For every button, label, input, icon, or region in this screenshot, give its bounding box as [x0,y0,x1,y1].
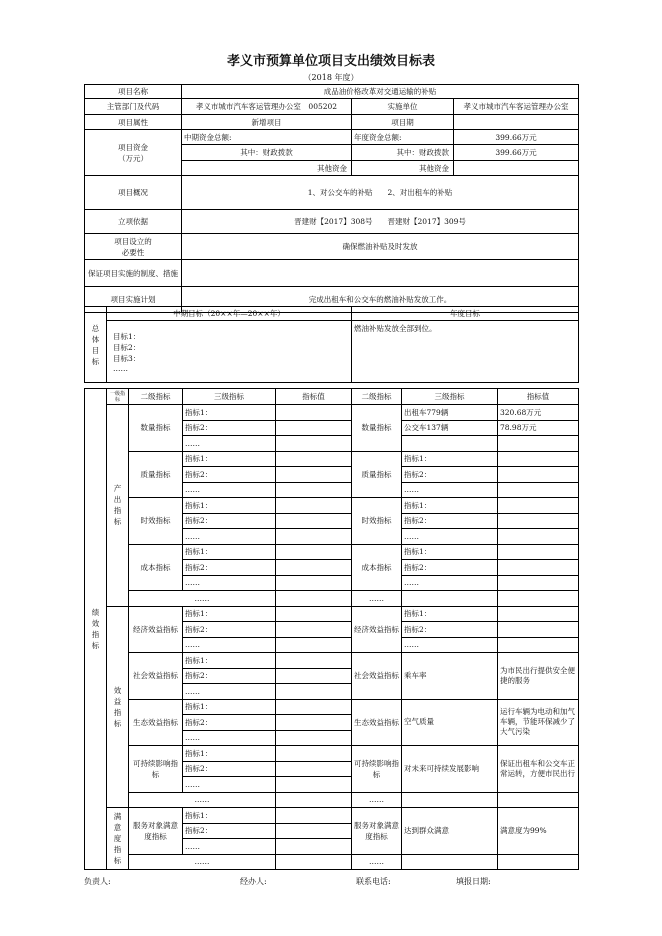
l3-indicator: 指标1： [183,746,276,762]
l3-indicator: 指标2： [183,715,276,731]
l3-indicator: 指标2： [183,761,276,777]
indicator-value-right [498,544,579,560]
l3-indicator-right: 指标2： [402,467,498,483]
table-row [85,591,579,607]
indicator-value-right: 为市民出行提供安全便捷的服务 [498,653,579,700]
l2-indicator: 时效指标 [129,498,183,545]
indicator-value [276,436,352,452]
l2-ellipsis-right: …… [352,854,402,870]
indicator-value-right: 78.98万元 [498,420,579,436]
header-l3: 三级指标 [183,389,276,405]
indicator-value [276,498,352,514]
indicator-value [276,761,352,777]
indicator-value [276,730,352,746]
table-row [85,854,579,870]
l3-indicator-right [402,792,498,808]
l3-indicator-right: 乘车率 [402,653,498,700]
overview-label: 项目概况 [85,176,182,210]
indicator-value-right: 保证出租车和公交车正常运转，方便市民出行 [498,746,579,793]
indicator-value [276,808,352,824]
indicator-value [276,715,352,731]
footer-handler: 经办人: [240,877,267,886]
perf-side-label: 绩效指标 [85,389,107,870]
l3-indicator: 指标1： [183,808,276,824]
goals-table [84,306,579,383]
l3-indicator: 指标1： [183,451,276,467]
plan-value: 完成出租车和公交车的燃油补贴发放工作。 [182,287,579,313]
indicator-value [276,513,352,529]
l3-indicator-right: …… [402,637,498,653]
indicator-value [276,637,352,653]
basis-label: 立项依据 [85,210,182,234]
indicator-value [276,699,352,715]
table-row [85,746,579,762]
indicator-value [276,684,352,700]
l3-indicator: 指标1： [183,606,276,622]
indicator-value-right: 运行车辆为电动和加气车辆，节能环保减少了大气污染 [498,699,579,746]
mid-goal-body [107,321,352,383]
l3-indicator-right: 对未来可持续发展影响 [402,746,498,793]
indicator-value-right [498,792,579,808]
guarantee-value [182,260,579,287]
l3-indicator: 指标2： [183,823,276,839]
l3-indicator: …… [183,436,276,452]
l2-indicator: 数量指标 [129,405,183,452]
impl-label: 实施单位 [352,99,454,115]
basis-value: 晋建财【2017】308号 晋建财【2017】309号 [182,210,579,234]
project-name: 成品油价格改革对交通运输的补贴 [182,85,579,99]
l2-ellipsis: …… [129,591,276,607]
l2-indicator: 生态效益指标 [129,699,183,746]
funds-label: 项目资金（万元） [85,130,182,176]
l3-indicator-right: 指标1： [402,498,498,514]
year-other-value [454,161,579,176]
indicator-value [276,575,352,591]
header-l1: 一级指标 [107,389,129,405]
l3-indicator-right [402,854,498,870]
table-row [85,544,579,560]
l2-indicator-right: 服务对象满意度指标 [352,808,402,855]
indicator-value [276,854,352,870]
mid-total-label: 中期资金总额: [182,130,352,145]
header-l3b: 三级指标 [402,389,498,405]
year-total-label: 年度资金总额: [352,130,454,145]
l1-indicator: 产出指标 [107,405,129,607]
dept-label: 主管部门及代码 [85,99,182,115]
l3-indicator: 指标2： [183,622,276,638]
l3-indicator-right: …… [402,482,498,498]
guarantee-label: 保证项目实施的制度、措施 [85,260,182,287]
l3-indicator: 指标1： [183,699,276,715]
indicator-value-right [498,482,579,498]
l3-indicator-right: …… [402,575,498,591]
l3-indicator: 指标2： [183,668,276,684]
indicator-value-right [498,637,579,653]
indicator-value-right [498,606,579,622]
l1-indicator: 满意度指标 [107,808,129,870]
indicator-value-right: 满意度为99% [498,808,579,855]
period-value [454,115,579,130]
mid-goal-line: 目标2： [113,342,141,352]
mid-other-label: 其他资金 [182,161,352,176]
l3-indicator-right [402,436,498,452]
l3-indicator-right: 指标1： [402,451,498,467]
l3-indicator-right: 公交车137辆 [402,420,498,436]
mid-goal-line: 目标1： [113,331,141,341]
l2-indicator-right: 成本指标 [352,544,402,591]
l3-indicator-right: 空气质量 [402,699,498,746]
l3-indicator: …… [183,839,276,855]
page-title: 孝义市预算单位项目支出绩效目标表 [226,54,435,69]
l3-indicator-right: 出租车779辆 [402,405,498,421]
indicator-value [276,792,352,808]
l3-indicator: 指标1： [183,405,276,421]
l3-indicator: …… [183,730,276,746]
l2-indicator: 可持续影响指标 [129,746,183,793]
l2-indicator: 质量指标 [129,451,183,498]
overview-value: 1、对公交车的补贴 2、对出租车的补贴 [182,176,579,210]
necessity-label: 项目设立的必要性 [85,234,182,260]
header-l2b: 二级指标 [352,389,402,405]
indicator-value-right [498,560,579,576]
indicator-value-right [498,854,579,870]
table-row [85,653,579,669]
l3-indicator: …… [183,529,276,545]
footer-principal: 负责人: [84,877,111,886]
l3-indicator-right: 达到群众满意 [402,808,498,855]
l2-indicator: 服务对象满意度指标 [129,808,183,855]
l3-indicator: 指标2： [183,560,276,576]
dept-value: 孝义市城市汽车客运管理办公室 005202 [182,99,352,115]
indicator-value [276,482,352,498]
report-year: （2018 年度） [303,73,359,82]
l2-indicator: 经济效益指标 [129,606,183,653]
l2-indicator-right: 时效指标 [352,498,402,545]
l3-indicator: 指标2： [183,420,276,436]
indicator-value [276,839,352,855]
year-fiscal-label: 其中：财政拨款 [352,145,454,161]
goals-side-label: 总体目标 [85,307,107,383]
l2-indicator-right: 社会效益指标 [352,653,402,700]
indicator-value [276,606,352,622]
l3-indicator: …… [183,575,276,591]
impl-value: 孝义市城市汽车客运管理办公室 [454,99,579,115]
indicator-value-right [498,513,579,529]
l3-indicator: 指标2： [183,467,276,483]
year-total-value: 399.66万元 [454,130,579,145]
indicator-value [276,777,352,793]
indicator-value [276,823,352,839]
plan-label: 项目实施计划 [85,287,182,313]
l2-ellipsis-right: …… [352,792,402,808]
l3-indicator: …… [183,637,276,653]
indicator-value-right [498,529,579,545]
l2-indicator: 成本指标 [129,544,183,591]
table-row [85,451,579,467]
year-goal-header: 年度目标 [352,307,579,321]
l1-indicator: 效益指标 [107,606,129,808]
indicator-value [276,467,352,483]
attr-label: 项目属性 [85,115,182,130]
l3-indicator-right: 指标1： [402,606,498,622]
l2-indicator: 社会效益指标 [129,653,183,700]
year-other-label: 其他资金 [352,161,454,176]
l2-ellipsis: …… [129,854,276,870]
necessity-value: 确保燃油补贴及时发放 [182,234,579,260]
table-row [85,498,579,514]
year-fiscal-value: 399.66万元 [454,145,579,161]
indicator-value [276,420,352,436]
indicator-value [276,560,352,576]
indicator-value [276,591,352,607]
info-table [84,84,579,313]
l3-indicator: …… [183,684,276,700]
indicator-value-right [498,575,579,591]
indicator-value [276,653,352,669]
l2-indicator-right: 生态效益指标 [352,699,402,746]
l3-indicator: 指标1： [183,544,276,560]
l3-indicator: 指标1： [183,498,276,514]
table-row [85,699,579,715]
indicator-value-right [498,622,579,638]
l2-indicator-right: 数量指标 [352,405,402,452]
l3-indicator-right: 指标2： [402,560,498,576]
mid-fiscal-label: 其中：财政拨款 [182,145,352,161]
l3-indicator-right: 指标2： [402,622,498,638]
mid-goal-header: 中期目标（20××年—20××年） [107,307,352,321]
l2-indicator-right: 经济效益指标 [352,606,402,653]
l3-indicator-right: 指标2： [402,513,498,529]
header-l2: 二级指标 [129,389,183,405]
period-label: 项目期 [352,115,454,130]
footer-phone: 联系电话: [356,877,391,886]
perf-table [84,388,579,870]
l3-indicator: 指标1： [183,653,276,669]
indicator-value [276,622,352,638]
table-row [85,405,579,421]
indicator-value-right [498,436,579,452]
project-name-label: 项目名称 [85,85,182,99]
table-row [85,808,579,824]
year-goal-body: 燃油补贴发放全部到位。 [352,321,579,383]
l2-indicator-right: 可持续影响指标 [352,746,402,793]
indicator-value [276,529,352,545]
l2-indicator-right: 质量指标 [352,451,402,498]
attr-value: 新增项目 [182,115,352,130]
l3-indicator: …… [183,482,276,498]
table-row [85,792,579,808]
header-val: 指标值 [276,389,352,405]
l3-indicator: …… [183,777,276,793]
table-row [85,606,579,622]
indicator-value-right: 320.68万元 [498,405,579,421]
header-valb: 指标值 [498,389,579,405]
indicator-value-right [498,498,579,514]
indicator-value [276,451,352,467]
indicator-value [276,668,352,684]
indicator-value-right [498,591,579,607]
indicator-value-right [498,467,579,483]
indicator-value [276,405,352,421]
indicator-value-right [498,451,579,467]
indicator-value [276,544,352,560]
l2-ellipsis-right: …… [352,591,402,607]
l3-indicator-right: 指标1： [402,544,498,560]
mid-goal-line: …… [113,363,128,373]
l2-ellipsis: …… [129,792,276,808]
l3-indicator: 指标2： [183,513,276,529]
l3-indicator-right [402,591,498,607]
l3-indicator-right: …… [402,529,498,545]
indicator-value [276,746,352,762]
footer-date: 填报日期: [456,877,491,886]
mid-goal-line: 目标3： [113,353,141,363]
